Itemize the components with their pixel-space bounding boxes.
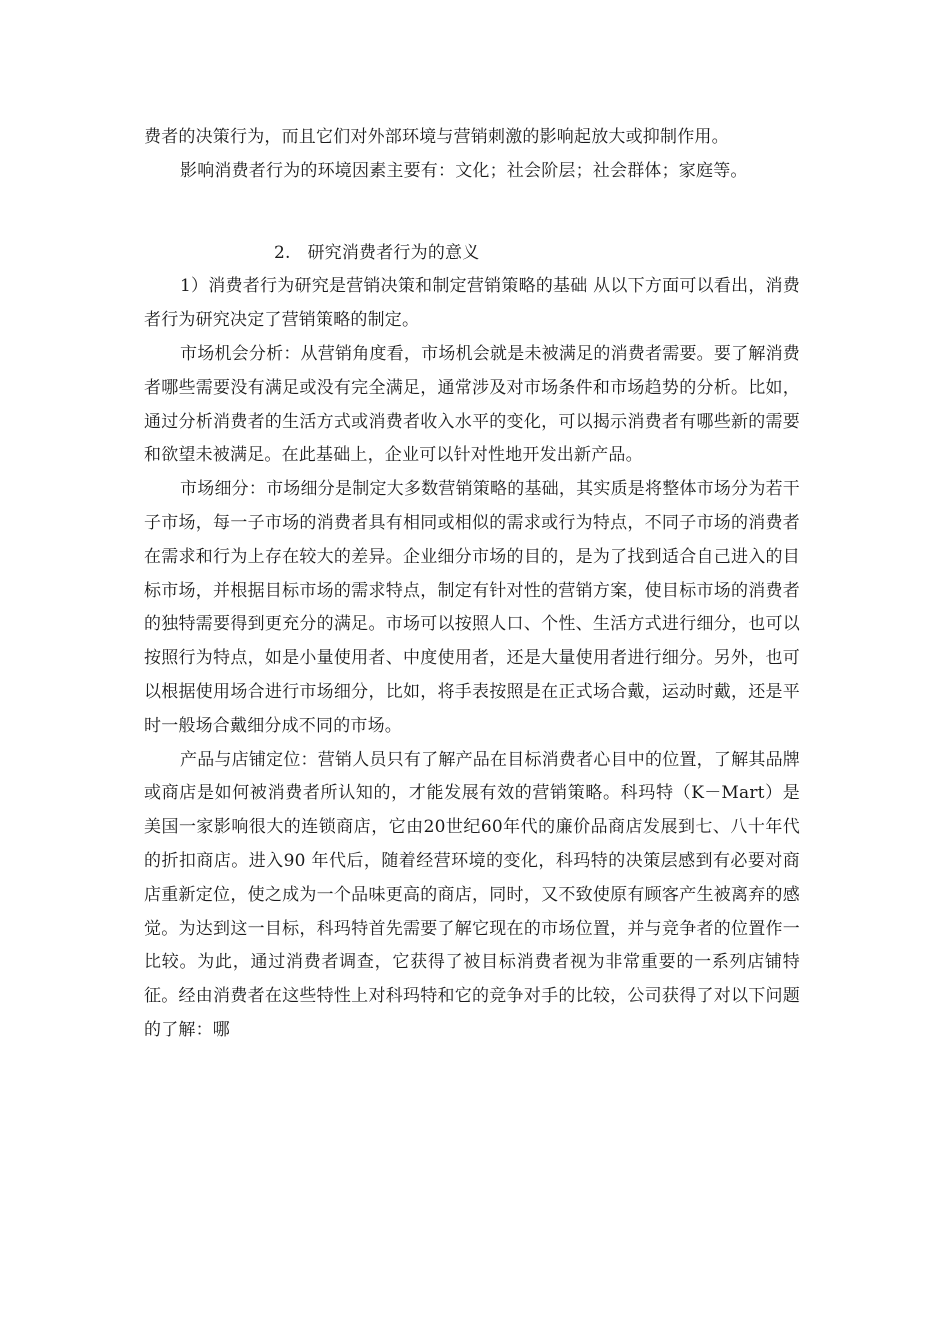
section-heading — [144, 237, 800, 271]
section-number: 2. — [274, 242, 291, 263]
document-body — [144, 121, 800, 1048]
section-title: 研究消费者行为的意义 — [307, 242, 480, 263]
section-gap — [144, 189, 800, 237]
paragraph-research-basis: 1）消费者行为研究是营销决策和制定营销策略的基础 从以下方面可以看出，消费者行为研究决定了营销策略的制定。 — [144, 276, 800, 331]
paragraph-positioning: 产品与店铺定位：营销人员只有了解产品在目标消费者心目中的位置，了解其品牌或商店是如何被消费者所认知的，才能发展有效的营销策略。科玛特（K－Mart）是美国一家影响很大的连锁商店，它由20世纪60年代的廉价品商店发展到七、八十年代的折扣商店。进入90 年代后，随着经营环境的变化，科玛特的决策层感到有必要对商店重新定位，使之成为一个品味更高的商店，同时，又不致使原有顾客产生被离弃的感觉。为达到这一目标，科玛特首先需要了解它现在的市场位置，并与竞争者的位置作一比较。为此，通过消费者调查，它获得了被目标消费者视为非常重要的一系列店铺特征。经由消费者在这些特性上对科玛特和它的竞争对手的比较，公司获得了对以下问题的了解：哪 — [144, 749, 800, 1040]
paragraph-environment-factors: 影响消费者行为的环境因素主要有：文化；社会阶层；社会群体；家庭等。 — [180, 160, 748, 181]
paragraph-market-segmentation: 市场细分：市场细分是制定大多数营销策略的基础，其实质是将整体市场分为若干子市场，每一子市场的消费者具有相同或相似的需求或行为特点，不同子市场的消费者在需求和行为上存在较大的差异。企业细分市场的目的，是为了找到适合自己进入的目标市场，并根据目标市场的需求特点，制定有针对性的营销方案，使目标市场的消费者的独特需要得到更充分的满足。市场可以按照人口、个性、生活方式进行细分，也可以按照行为特点，如是小量使用者、中度使用者，还是大量使用者进行细分。另外，也可以根据使用场合进行市场细分，比如，将手表按照是在正式场合戴，运动时戴，还是平时一般场合戴细分成不同的市场。 — [144, 479, 800, 736]
paragraph-market-opportunity: 市场机会分析：从营销角度看，市场机会就是未被满足的消费者需要。要了解消费者哪些需要没有满足或没有完全满足，通常涉及对市场条件和市场趋势的分析。比如，通过分析消费者的生活方式或消费者收入水平的变化，可以揭示消费者有哪些新的需要和欲望未被满足。在此基础上，企业可以针对性地开发出新产品。 — [144, 343, 800, 466]
paragraph-continuation: 费者的决策行为，而且它们对外部环境与营销刺激的影响起放大或抑制作用。 — [144, 127, 729, 147]
